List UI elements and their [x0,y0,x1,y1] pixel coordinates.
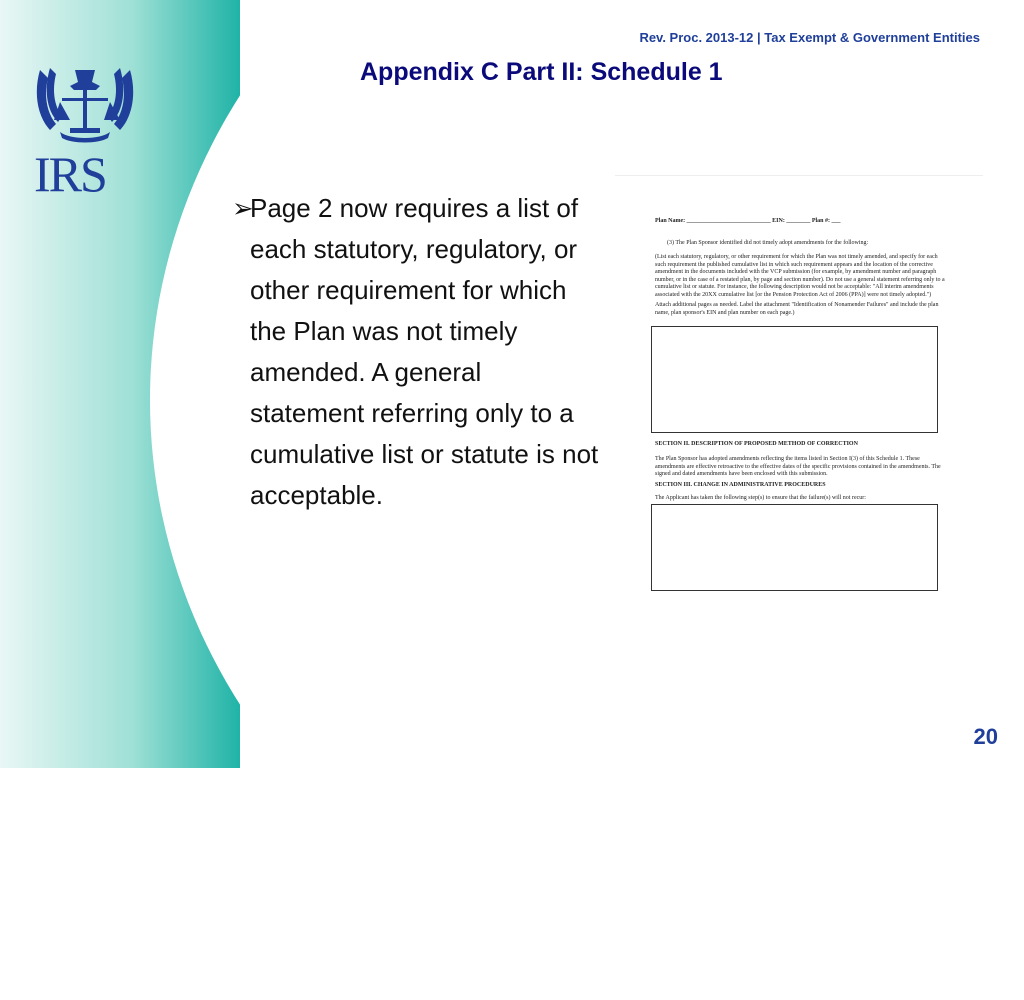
doc-plan-line: Plan Name: ____________________________ EIN: ________ Plan #: ___ [655,218,841,224]
doc-section2-title: SECTION II. DESCRIPTION OF PROPOSED METHOD OF CORRECTION [655,441,858,447]
slide-title: Appendix C Part II: Schedule 1 [360,58,723,86]
bullet-point [232,188,602,516]
doc-item3: (3) The Plan Sponsor identified did not timely adopt amendments for the following: [667,240,869,246]
document-top-divider [615,175,983,176]
schedule-document-image [645,212,955,602]
doc-section3-title: SECTION III. CHANGE IN ADMINISTRATIVE PROCEDURES [655,482,826,488]
doc-failures-box [651,326,938,433]
bullet-arrow-icon: ➢ [232,193,254,223]
header-subtitle: Rev. Proc. 2013-12 | Tax Exempt & Government Entities [639,30,980,45]
irs-logo-text: IRS [34,146,106,202]
doc-procedures-box [651,504,938,591]
doc-attach: Attach additional pages as needed. Label the attachment "Identification of Nonamender Failures" and include the plan name, plan sponsor's EIN and plan number on each page.) [655,302,939,316]
bullet-text: Page 2 now requires a list of each statutory, regulatory, or other requirement for which the Plan was not timely amended. A general statement referring only to a cumulative list or statute is not acceptable. [250,193,599,510]
doc-section2-text: The Plan Sponsor has adopted amendments reflecting the items listed in Section I(3) of this Schedule 1. These amendments are effective retroactive to the effective dates of the specific provisions contained in the amendments. The signed and dated amendments have been enclosed with this submission. [655,456,941,477]
page-number: 20 [973,724,998,749]
doc-section3-text: The Applicant has taken the following step(s) to ensure that the failure(s) will not recur: [655,495,866,501]
doc-instructions: (List each statutory, regulatory, or other requirement for which the Plan was not timely amended, and specify for each such requirement the published cumulative list in which such requirement appears and the location of the corrective amendment in the documents included with the VCP submission (for example, by amendment number and paragraph number, or in the case of a restated plan, by page and section number). Do not use a general statement referring only to a cumulative list or statute. For instance, the following description would not be acceptable: "All interim amendments associated with the 20XX cumulative list [or the Pension Protection Act of 2006 (PPA)] were not timely adopted.") [655,254,945,298]
